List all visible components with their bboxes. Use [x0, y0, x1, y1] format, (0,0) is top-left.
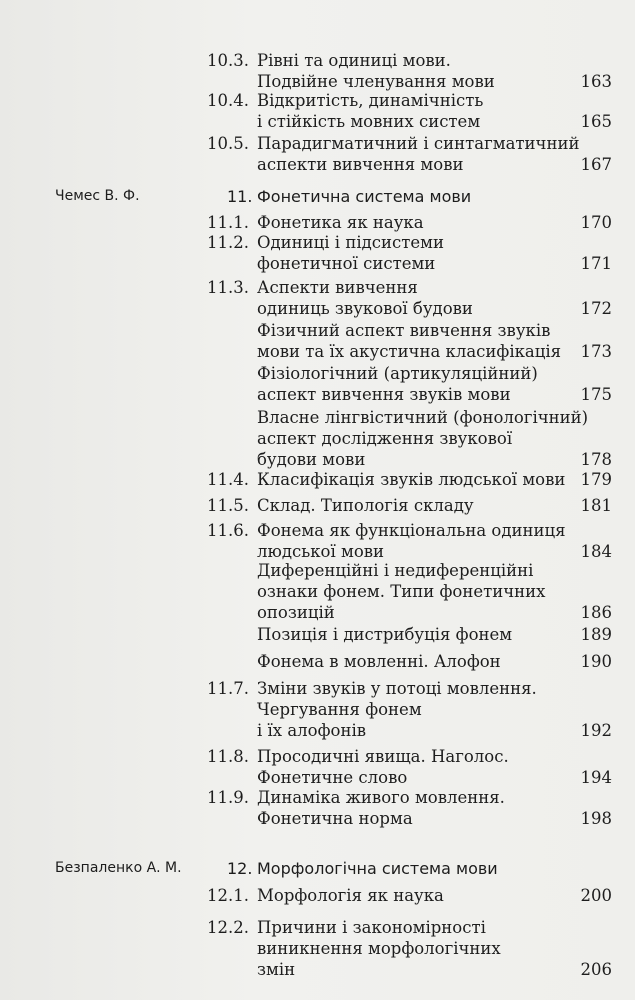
section-number: 10.5. [207, 134, 249, 153]
page-number: 178 [580, 450, 612, 469]
title-line: змін [257, 960, 296, 979]
page-number: 189 [580, 625, 612, 644]
title-line: Фізіологічний (артикуляційний) [257, 364, 538, 383]
section-title[interactable] [257, 651, 501, 672]
title-line: Парадигматичний і синтагматичний [257, 134, 580, 153]
title-line: Рівні та одиниці мови. [257, 51, 451, 70]
section-title[interactable] [257, 787, 505, 829]
section-title[interactable] [257, 277, 473, 319]
section-title[interactable] [257, 90, 483, 132]
page-number: 163 [580, 72, 612, 91]
section-title[interactable] [257, 320, 561, 362]
title-line: Класифікація звуків людської мови [257, 470, 566, 489]
section-title[interactable] [257, 624, 512, 645]
title-line: мови та їх акустична класифікація [257, 342, 562, 361]
title-line: Фонема в мовленні. Алофон [257, 652, 501, 671]
title-line: Подвійне членування мови [257, 72, 495, 91]
title-line: Фізичний аспект вивчення звуків [257, 321, 551, 340]
page-number: 194 [580, 768, 612, 787]
section-number: 11.7. [207, 679, 249, 698]
section-number: 11.4. [207, 470, 249, 489]
page-number: 173 [580, 342, 612, 361]
section-number: 11.2. [207, 233, 249, 252]
title-line: Морфологічна система мови [257, 859, 498, 878]
chapter-author: Безпаленко А. М. [55, 860, 182, 876]
title-line: виникнення морфологічних [257, 939, 501, 958]
title-line: Динаміка живого мовлення. [257, 788, 505, 807]
section-number: 10.3. [207, 51, 249, 70]
section-title[interactable] [257, 495, 474, 516]
section-number: 10.4. [207, 91, 249, 110]
section-title[interactable] [257, 407, 588, 470]
section-title[interactable] [257, 469, 565, 490]
title-line: Склад. Типологія складу [257, 496, 474, 515]
title-line: Власне лінгвістичний (фонологічний) [257, 408, 589, 427]
section-number: 12.2. [207, 918, 249, 937]
chapter-title[interactable] [257, 858, 498, 879]
page-number: 198 [580, 809, 612, 828]
page-number: 181 [580, 496, 612, 515]
section-title[interactable] [257, 560, 545, 623]
section-title[interactable] [257, 678, 537, 741]
title-line: аспекти вивчення мови [257, 155, 464, 174]
section-number: 11.9. [207, 788, 249, 807]
section-number: 11.6. [207, 521, 249, 540]
title-line: опозицій [257, 603, 335, 622]
title-line: Фонетична система мови [257, 187, 472, 206]
section-number: 11.1. [207, 213, 249, 232]
title-line: Аспекти вивчення [257, 278, 418, 297]
page-number: 165 [580, 112, 612, 131]
title-line: Морфологія як наука [257, 886, 444, 905]
title-line: Фонетична норма [257, 809, 413, 828]
title-line: людської мови [257, 542, 385, 561]
page-number: 190 [580, 652, 612, 671]
title-line: Фонетичне слово [257, 768, 408, 787]
section-title[interactable] [257, 133, 579, 175]
title-line: Чергування фонем [257, 700, 422, 719]
title-line: будови мови [257, 450, 366, 469]
chapter-title[interactable] [257, 186, 471, 207]
section-title[interactable] [257, 917, 501, 980]
title-line: фонетичної системи [257, 254, 436, 273]
section-title[interactable] [257, 232, 444, 274]
page-number: 167 [580, 155, 612, 174]
section-title[interactable] [257, 885, 444, 906]
title-line: Зміни звуків у потоці мовлення. [257, 679, 537, 698]
page-number: 170 [580, 213, 612, 232]
section-title[interactable] [257, 746, 509, 788]
page-number: 172 [580, 299, 612, 318]
title-line: Позиція і дистрибуція фонем [257, 625, 513, 644]
title-line: ознаки фонем. Типи фонетичних [257, 582, 546, 601]
title-line: Причини і закономірності [257, 918, 486, 937]
section-number: 11.5. [207, 496, 249, 515]
section-title[interactable] [257, 520, 566, 562]
title-line: і стійкість мовних систем [257, 112, 481, 131]
page-number: 200 [580, 886, 612, 905]
title-line: аспект дослідження звукової [257, 429, 513, 448]
title-line: Просодичні явища. Наголос. [257, 747, 509, 766]
section-number: 11.8. [207, 747, 249, 766]
title-line: і їх алофонів [257, 721, 367, 740]
section-title[interactable] [257, 363, 538, 405]
chapter-number: 11. [227, 187, 253, 206]
title-line: Одиниці і підсистеми [257, 233, 444, 252]
title-line: Відкритість, динамічність [257, 91, 484, 110]
page-number: 206 [580, 960, 612, 979]
page-number: 171 [580, 254, 612, 273]
chapter-number: 12. [227, 859, 253, 878]
title-line: Фонема як функціональна одиниця [257, 521, 566, 540]
title-line: аспект вивчення звуків мови [257, 385, 511, 404]
page-number: 192 [580, 721, 612, 740]
section-number: 11.3. [207, 278, 249, 297]
section-title[interactable] [257, 50, 495, 92]
page-number: 186 [580, 603, 612, 622]
section-title[interactable] [257, 212, 424, 233]
page-number: 184 [580, 542, 612, 561]
page-number: 179 [580, 470, 612, 489]
title-line: Фонетика як наука [257, 213, 424, 232]
title-line: одиниць звукової будови [257, 299, 473, 318]
chapter-author: Чемес В. Ф. [55, 188, 140, 204]
section-number: 12.1. [207, 886, 249, 905]
title-line: Диференційні і недиференційні [257, 561, 534, 580]
page-number: 175 [580, 385, 612, 404]
